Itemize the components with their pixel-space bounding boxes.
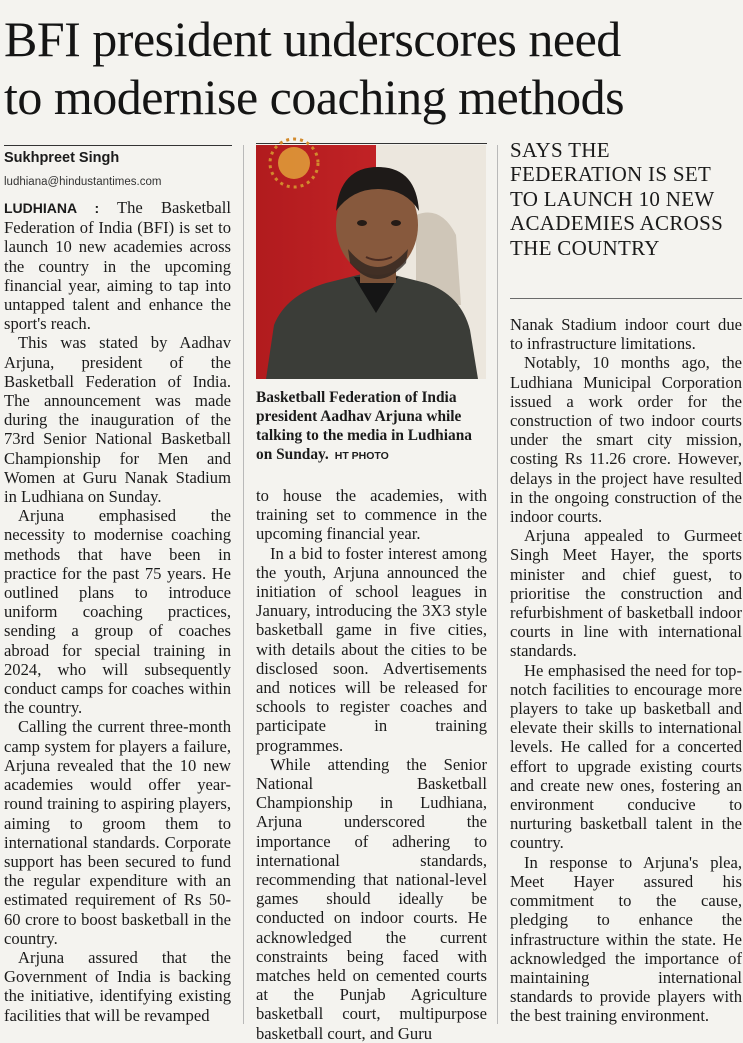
headline-line-1: BFI president underscores need <box>4 11 621 67</box>
paragraph: In a bid to foster interest among the youth, Arjuna announced the initiation of school leagues in January, introducing the 3X3 style basketball game in five cities, with details about the cities to be disclosed soon. Advertisements and notices will be released for schools to register coaches and participate in training programmes. <box>256 543 487 755</box>
caption-text: Basketball Federation of India president Aadhav Arjuna while talking to the media in Ludhiana on Sunday. <box>256 389 472 463</box>
headline <box>4 10 739 126</box>
article-column-3 <box>510 315 742 1024</box>
dateline: LUDHIANA : <box>4 200 100 216</box>
pull-quote: SAYS THE FEDERATION IS SET TO LAUNCH 10 NEW ACADEMIES ACROSS THE COUNTRY <box>510 138 724 260</box>
photo-caption <box>256 388 488 466</box>
paragraph: In response to Arjuna's plea, Meet Hayer assured his commitment to the cause, pledging to enhance the infrastructure within the state. He acknowledged the importance of maintaining international standards to provide players with the best training environment. <box>510 852 742 1026</box>
news-photo <box>256 145 486 379</box>
photo-top-rule <box>256 143 487 144</box>
pull-quote-rule <box>510 298 742 299</box>
column-divider <box>497 145 498 1024</box>
eye <box>391 220 401 226</box>
author-name: Sukhpreet Singh <box>4 150 120 166</box>
photo-credit: HT PHOTO <box>334 450 389 462</box>
paragraph: This was stated by Aadhav Arjuna, president of the Basketball Federation of India. The announcement was made during the inauguration of the 73rd Senior National Basketball Championship for Men and Women at Guru Nanak Stadium in Ludhiana on Sunday. <box>4 333 231 507</box>
paragraph: Arjuna assured that the Government of India is backing the initiative, identifying existing facilities that will be revamped <box>4 947 231 1025</box>
photo-illustration <box>256 145 486 379</box>
paragraph: Arjuna appealed to Gurmeet Singh Meet Hayer, the sports minister and chief guest, to prioritise the construction and refurbishment of basketball indoor courts in line with international standards. <box>510 526 742 661</box>
emblem-shape <box>278 147 310 179</box>
eye <box>357 220 367 226</box>
byline <box>4 145 232 189</box>
article-column-1 <box>4 198 231 1024</box>
paragraph: Arjuna emphasised the necessity to modernise coaching methods that have been in practice for the past 75 years. He outlined plans to introduce uniform coaching practices, sending a group of coaches abroad for special training in 2024, who will subsequently conduct camps for coaches within the country. <box>4 506 231 718</box>
paragraph: Notably, 10 months ago, the Ludhiana Municipal Corporation issued a work order for the construction of two indoor courts under the smart city mission, costing Rs 11.26 crore. However, delays in the project have resulted in the ongoing construction of the indoor courts. <box>510 353 742 527</box>
article-column-2 <box>256 486 487 1043</box>
paragraph: While attending the Senior National Basketball Championship in Ludhiana, Arjuna underscored the importance of adhering to international standards, recommending that national-level games should ideally be conducted on indoor courts. He acknowledged the current constraints being faced with matches held on cemented courts at the Punjab Agriculture basketball court, multipurpose basketball court, and Guru <box>256 754 487 1043</box>
headline-line-2: to modernise coaching methods <box>4 69 625 125</box>
author-email: ludhiana@hindustantimes.com <box>4 176 162 188</box>
paragraph-text: The Basketball Federation of India (BFI) is set to launch 10 new academies across the country in the upcoming financial year, aiming to tap into untapped talent and enhance the sport's reach. <box>4 198 231 334</box>
paragraph: He emphasised the need for top-notch facilities to encourage more players to take up basketball and elevate their skills to international levels. He called for a concerted effort to upgrade existing courts and create new ones, fostering an environment conducive to nurturing basketball talent in the country. <box>510 660 742 853</box>
paragraph: to house the academies, with training set to commence in the upcoming financial year. <box>256 486 487 544</box>
paragraph: Nanak Stadium indoor court due to infrastructure limitations. <box>510 315 742 354</box>
column-divider <box>243 145 244 1024</box>
paragraph: Calling the current three-month camp system for players a failure, Arjuna revealed that the 10 new academies would offer year-round training to aspiring players, aiming to groom them to international standards. Corporate support has been secured to fund the regular expenditure with an estimated requirement of Rs 50-60 crore to boost basketball in the country. <box>4 717 231 948</box>
paragraph <box>4 198 231 333</box>
